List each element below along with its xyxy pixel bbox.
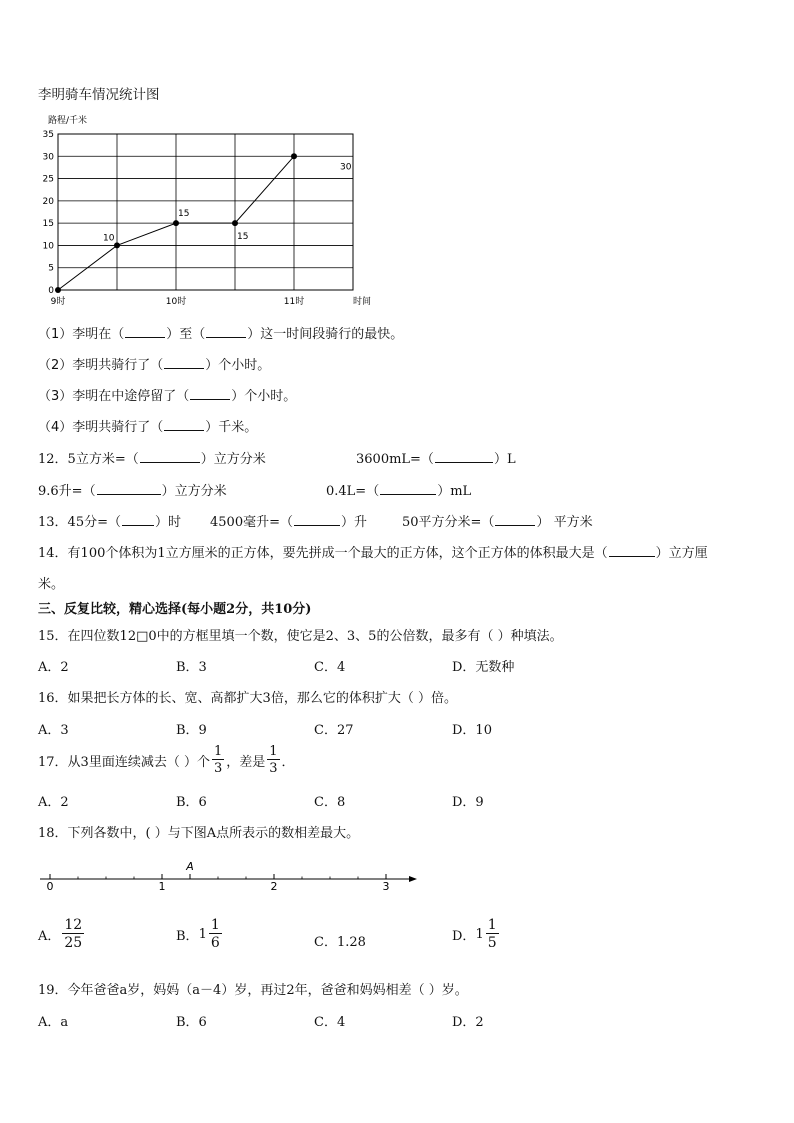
q14-line1: 14．有100个体积为1立方厘米的正方体，要先拼成一个最大的正方体，这个正方体的体积最大是（ ）立方厘 <box>38 546 708 561</box>
tick-label: 1 <box>158 880 166 893</box>
y-tick-label: 5 <box>48 263 54 274</box>
data-label: 30 <box>340 162 352 173</box>
tick-label: 3 <box>382 880 390 893</box>
answer-blank[interactable] <box>609 544 655 557</box>
q15-stem: 15．在四位数12□0中的方框里填一个数，使它是2、3、5的公倍数，最多有（ ）种填法。 <box>38 629 563 644</box>
number-line <box>30 850 430 900</box>
y-axis-ticks <box>43 130 55 296</box>
answer-blank[interactable] <box>380 482 436 495</box>
q17-option-c[interactable]: C．8 <box>314 795 346 810</box>
y-tick-label: 30 <box>42 152 54 163</box>
q16-option-c[interactable]: C．27 <box>314 723 354 738</box>
arrow-head <box>409 876 417 882</box>
answer-blank[interactable] <box>125 325 165 338</box>
data-point <box>232 220 238 226</box>
data-label: 15 <box>237 232 249 243</box>
q13-part-b: 4500毫升=（ ）升 <box>210 515 367 530</box>
y-tick-label: 35 <box>42 130 54 140</box>
q11-sub1: （1）李明在（ ）至（ ）这一时间段骑行的最快。 <box>38 327 404 342</box>
q12-part-b: 3600mL=（ ）L <box>356 452 516 467</box>
y-tick-label: 10 <box>42 241 54 252</box>
q11-sub2: （2）李明共骑行了（ ）个小时。 <box>38 358 271 373</box>
x-tick-label: 9时 <box>50 297 66 307</box>
data-point <box>291 153 297 159</box>
q12-part-d: 0.4L=（ ）mL <box>326 484 472 499</box>
q18-option-b[interactable]: B． 1 $\frac{1}{6}$ <box>176 917 220 951</box>
answer-blank[interactable] <box>97 482 161 495</box>
answer-blank[interactable] <box>122 513 154 526</box>
distance-line-chart <box>30 108 390 313</box>
section-heading: 三、反复比较，精心选择(每小题2分，共10分) <box>38 602 312 617</box>
data-label: 15 <box>178 209 190 220</box>
point-a-label: A <box>186 860 194 873</box>
answer-blank[interactable] <box>164 356 204 369</box>
q19-option-d[interactable]: D．2 <box>452 1015 484 1030</box>
q13-part-c: 50平方分米=（ ） 平方米 <box>402 515 593 530</box>
q19-option-c[interactable]: C．4 <box>314 1015 346 1030</box>
y-tick-label: 0 <box>48 286 54 296</box>
q16-option-d[interactable]: D．10 <box>452 723 492 738</box>
x-tick-label: 11时 <box>283 297 305 307</box>
q15-option-b[interactable]: B．3 <box>176 660 207 675</box>
tick-label: 0 <box>46 880 54 893</box>
q15-option-c[interactable]: C．4 <box>314 660 346 675</box>
q15-option-d[interactable]: D．无数种 <box>452 660 515 675</box>
data-point <box>173 220 179 226</box>
q12-part-c: 9.6升=（ ）立方分米 <box>38 484 227 499</box>
q11-sub3: （3）李明在中途停留了（ ）个小时。 <box>38 389 297 404</box>
x-axis-ticks <box>51 295 305 307</box>
x-axis-label: 时间 <box>353 297 372 307</box>
q17-option-a[interactable]: A．2 <box>38 795 69 810</box>
q18-option-c[interactable]: C．1.28 <box>314 935 366 950</box>
q19-option-a[interactable]: A．a <box>38 1015 69 1030</box>
q19-option-b[interactable]: B．6 <box>176 1015 207 1030</box>
data-point <box>114 242 120 248</box>
q16-option-b[interactable]: B．9 <box>176 723 207 738</box>
number-line-marks <box>40 860 417 893</box>
q12-part-a: 12．5立方米=（ ）立方分米 <box>38 452 266 467</box>
q18-stem: 18．下列各数中，( ）与下图A点所表示的数相差最大。 <box>38 826 360 841</box>
answer-blank[interactable] <box>164 418 204 431</box>
q16-stem: 16．如果把长方体的长、宽、高都扩大3倍，那么它的体积扩大（ ）倍。 <box>38 691 457 706</box>
q15-option-a[interactable]: A．2 <box>38 660 69 675</box>
answer-blank[interactable] <box>206 325 246 338</box>
q17-stem: 17．从3里面连续减去（ ）个 $\frac{1}{3}$ ，差是 $\frac{1}{3}$ ． <box>38 744 295 776</box>
chart-title: 李明骑车情况统计图 <box>38 87 160 103</box>
answer-blank[interactable] <box>435 450 493 463</box>
data-point <box>55 287 61 293</box>
q16-option-a[interactable]: A．3 <box>38 723 69 738</box>
q13-part-a: 13．45分=（ ）时 <box>38 515 181 530</box>
answer-blank[interactable] <box>495 513 535 526</box>
y-tick-label: 15 <box>42 219 54 230</box>
answer-blank[interactable] <box>140 450 200 463</box>
y-tick-label: 20 <box>42 196 54 207</box>
answer-blank[interactable] <box>190 387 230 400</box>
y-axis-label: 路程/千米 <box>48 116 88 126</box>
data-label: 10 <box>103 233 115 244</box>
x-tick-label: 10时 <box>165 297 187 307</box>
q14-line2: 米。 <box>38 577 65 592</box>
q18-option-d[interactable]: D． 1 $\frac{1}{5}$ <box>452 917 497 951</box>
fraction-one-third: $\frac{1}{3}$ <box>213 744 223 776</box>
chart-grid <box>58 134 353 290</box>
q19-stem: 19．今年爸爸a岁，妈妈（a－4）岁，再过2年，爸爸和妈妈相差（ ）岁。 <box>38 983 468 998</box>
tick-label: 2 <box>270 880 278 893</box>
q17-option-b[interactable]: B．6 <box>176 795 207 810</box>
q17-option-d[interactable]: D．9 <box>452 795 484 810</box>
q11-sub4: （4）李明共骑行了（ ）千米。 <box>38 420 258 435</box>
q18-option-a[interactable]: A． $\frac{12}{25}$ <box>38 917 83 951</box>
fraction-one-third: $\frac{1}{3}$ <box>269 744 278 776</box>
plot-frame <box>58 134 353 290</box>
y-tick-label: 25 <box>42 174 54 185</box>
answer-blank[interactable] <box>294 513 340 526</box>
